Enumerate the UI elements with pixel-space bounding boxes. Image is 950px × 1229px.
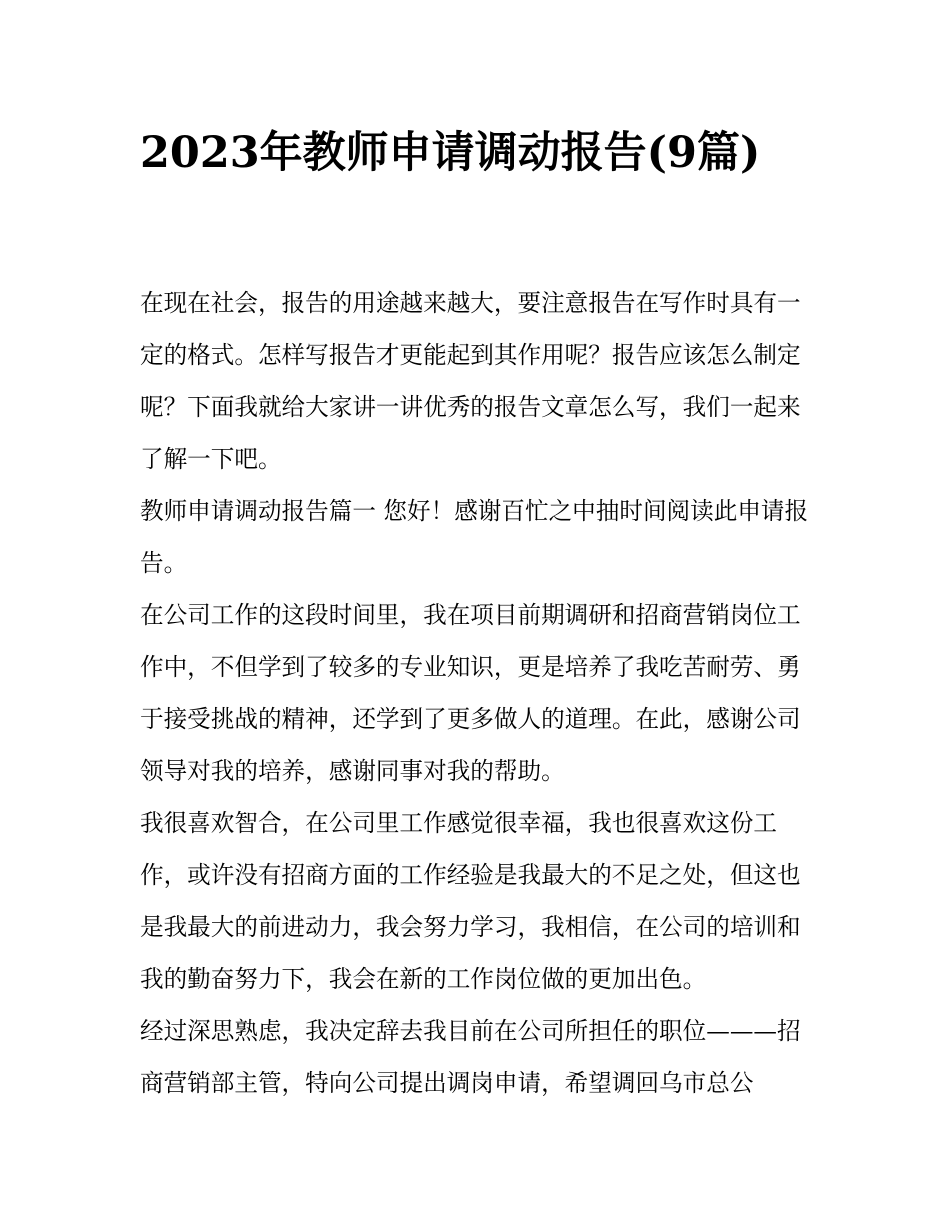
paragraph-request: 经过深思熟虑，我决定辞去我目前在公司所担任的职位———招商营销部主管，特向公司提出调岗申请，希望调回乌市总公 bbox=[140, 1017, 801, 1097]
document-title: 2023年教师申请调动报告(9篇) bbox=[140, 128, 761, 178]
paragraph-greeting: 教师申请调动报告篇一 您好！感谢百忙之中抽时间阅读此申请报告。 bbox=[140, 497, 809, 577]
document-body bbox=[140, 277, 812, 1109]
paragraph-intro: 在现在社会，报告的用途越来越大，要注意报告在写作时具有一定的格式。怎样写报告才更能起到其作用呢？报告应该怎么制定呢？下面我就给大家讲一讲优秀的报告文章怎么写，我们一起来了解一下吧。 bbox=[140, 289, 801, 473]
paragraph-motivation: 我很喜欢智合，在公司里工作感觉很幸福，我也很喜欢这份工作，或许没有招商方面的工作经验是我最大的不足之处，但这也是我最大的前进动力，我会努力学习，我相信，在公司的培训和我的勤奋努力下，我会在新的工作岗位做的更加出色。 bbox=[140, 809, 801, 993]
paragraph-experience: 在公司工作的这段时间里，我在项目前期调研和招商营销岗位工作中，不但学到了较多的专业知识，更是培养了我吃苦耐劳、勇于接受挑战的精神，还学到了更多做人的道理。在此，感谢公司领导对我的培养，感谢同事对我的帮助。 bbox=[140, 601, 801, 785]
